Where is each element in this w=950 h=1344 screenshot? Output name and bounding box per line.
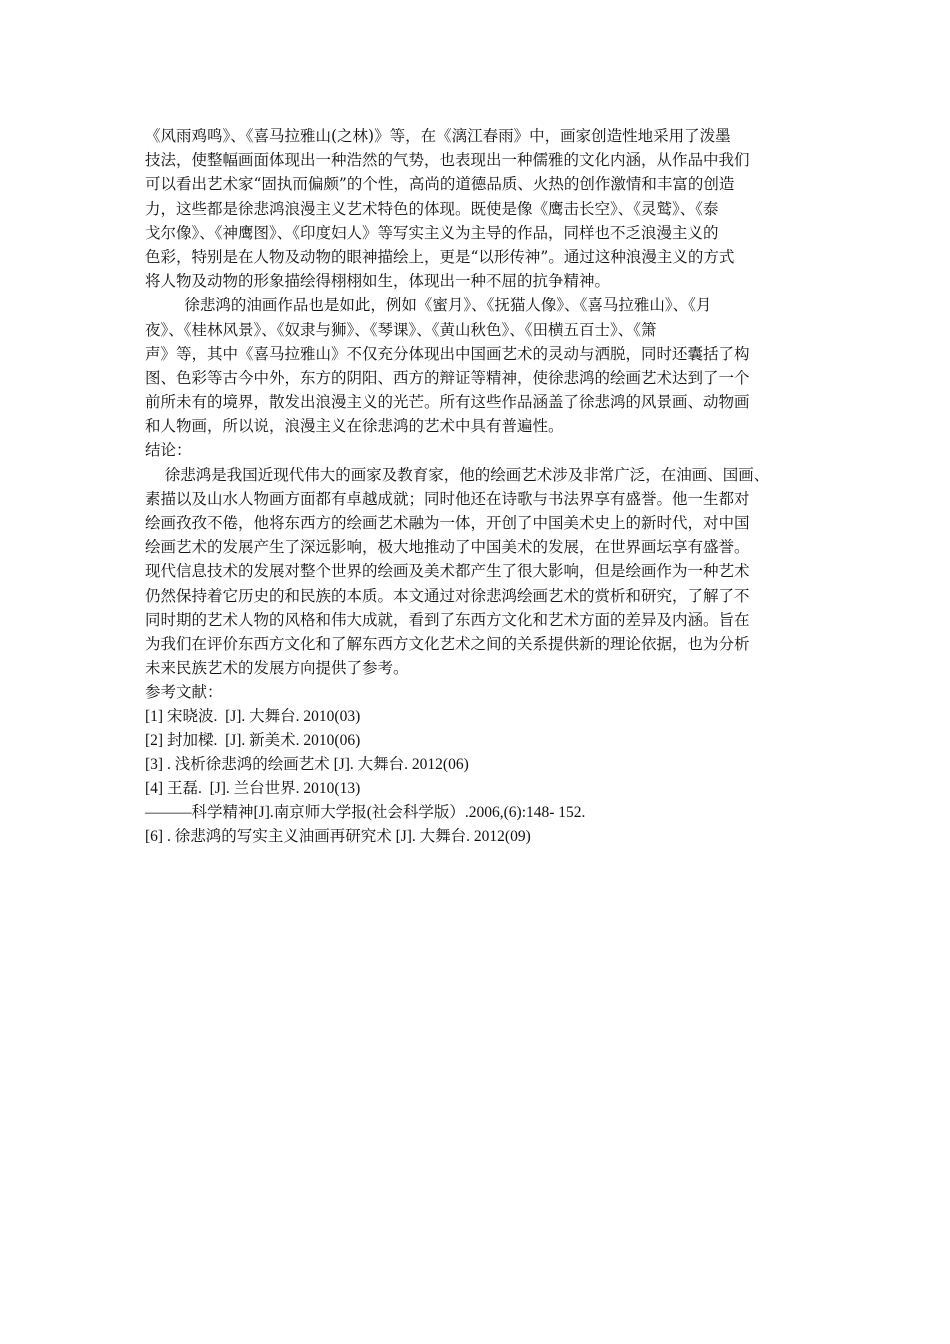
text-line: 仍然保持着它历史的和民族的本质。本文通过对徐悲鸿绘画艺术的赏析和研究，了解了不 bbox=[145, 586, 750, 605]
paragraph-chinese-painting bbox=[145, 124, 820, 293]
reference-list bbox=[145, 705, 820, 850]
references-heading bbox=[145, 680, 820, 704]
text-line: 未来民族艺术的发展方向提供了参考。 bbox=[145, 659, 409, 678]
reference-item: [6] . 徐悲鸿的写实主义油画再研究术 [J]. 大舞台. 2012(09) bbox=[145, 828, 531, 846]
reference-item: [3] . 浅析徐悲鸿的绘画艺术 [J]. 大舞台. 2012(06) bbox=[145, 755, 469, 773]
text-line: 徐悲鸿的油画作品也是如此，例如《蜜月》、《抚猫人像》、《喜马拉雅山》、《月 bbox=[145, 296, 712, 315]
text-line: 戈尔像》、《神鹰图》、《印度妇人》等写实主义为主导的作品，同样也不乏浪漫主义的 bbox=[145, 223, 719, 242]
text-line: 《风雨鸡鸣》、《喜马拉雅山(之林)》等，在《漓江春雨》中，画家创造性地采用了泼墨 bbox=[145, 127, 731, 145]
text-line: 结论： bbox=[145, 441, 192, 460]
text-line: 技法，使整幅画面体现出一种浩然的气势，也表现出一种儒雅的文化内涵，从作品中我们 bbox=[145, 151, 750, 170]
paragraph-conclusion bbox=[145, 463, 820, 681]
text-line: 现代信息技术的发展对整个世界的绘画及美术都产生了很大影响，但是绘画作为一种艺术 bbox=[145, 562, 750, 581]
paragraph-oil-painting bbox=[145, 293, 820, 438]
text-line: 力，这些都是徐悲鸿浪漫主义艺术特色的体现。既使是像《鹰击长空》、《灵鹫》、《泰 bbox=[145, 199, 719, 218]
text-line: 将人物及动物的形象描绘得栩栩如生，体现出一种不屈的抗争精神。 bbox=[145, 272, 611, 291]
conclusion-heading bbox=[145, 438, 820, 462]
text-line: 徐悲鸿是我国近现代伟大的画家及教育家，他的绘画艺术涉及非常广泛，在油画、国画、 bbox=[145, 465, 770, 484]
text-line: 同时期的艺术人物的风格和伟大成就，看到了东西方文化和艺术方面的差异及内涵。旨在 bbox=[145, 610, 750, 629]
text-line: 参考文献： bbox=[145, 683, 223, 702]
text-line: 素描以及山水人物画方面都有卓越成就；同时他还在诗歌与书法界享有盛誉。他一生都对 bbox=[145, 489, 750, 508]
reference-item: [1] 宋晓波. [J]. 大舞台. 2010(03) bbox=[145, 707, 361, 725]
text-line: 色彩，特别是在人物及动物的眼神描绘上，更是“以形传神”。通过这种浪漫主义的方式 bbox=[145, 247, 735, 266]
reference-item: [2] 封加樑. [J]. 新美术. 2010(06) bbox=[145, 731, 361, 749]
reference-item: ———科学精神[J].南京师大学报(社会科学版）.2006,(6):148- 152. bbox=[145, 804, 586, 822]
text-line: 声》等，其中《喜马拉雅山》不仅充分体现出中国画艺术的灵动与洒脱，同时还囊括了构 bbox=[145, 344, 750, 363]
text-line: 前所未有的境界，散发出浪漫主义的光芒。所有这些作品涵盖了徐悲鸿的风景画、动物画 bbox=[145, 393, 750, 412]
reference-item: [4] 王磊. [J]. 兰台世界. 2010(13) bbox=[145, 780, 361, 798]
text-line: 绘画孜孜不倦，他将东西方的绘画艺术融为一体，开创了中国美术史上的新时代，对中国 bbox=[145, 514, 750, 532]
text-line: 夜》、《桂林风景》、《奴隶与狮》、《琴课》、《黄山秋色》、《田横五百士》、《箫 bbox=[145, 320, 657, 339]
text-line: 可以看出艺术家“固执而偏颇”的个性，高尚的道德品质、火热的创作激情和丰富的创造 bbox=[145, 175, 735, 194]
text-line: 和人物画，所以说，浪漫主义在徐悲鸿的艺术中具有普遍性。 bbox=[145, 417, 564, 436]
document-body bbox=[145, 124, 820, 850]
text-line: 绘画艺术的发展产生了深远影响，极大地推动了中国美术的发展，在世界画坛享有盛誉。 bbox=[145, 538, 750, 557]
text-line: 为我们在评价东西方文化和了解东西方文化艺术之间的关系提供新的理论依据，也为分析 bbox=[145, 634, 750, 653]
text-line: 图、色彩等古今中外，东方的阴阳、西方的辩证等精神，使徐悲鸿的绘画艺术达到了一个 bbox=[145, 368, 750, 387]
